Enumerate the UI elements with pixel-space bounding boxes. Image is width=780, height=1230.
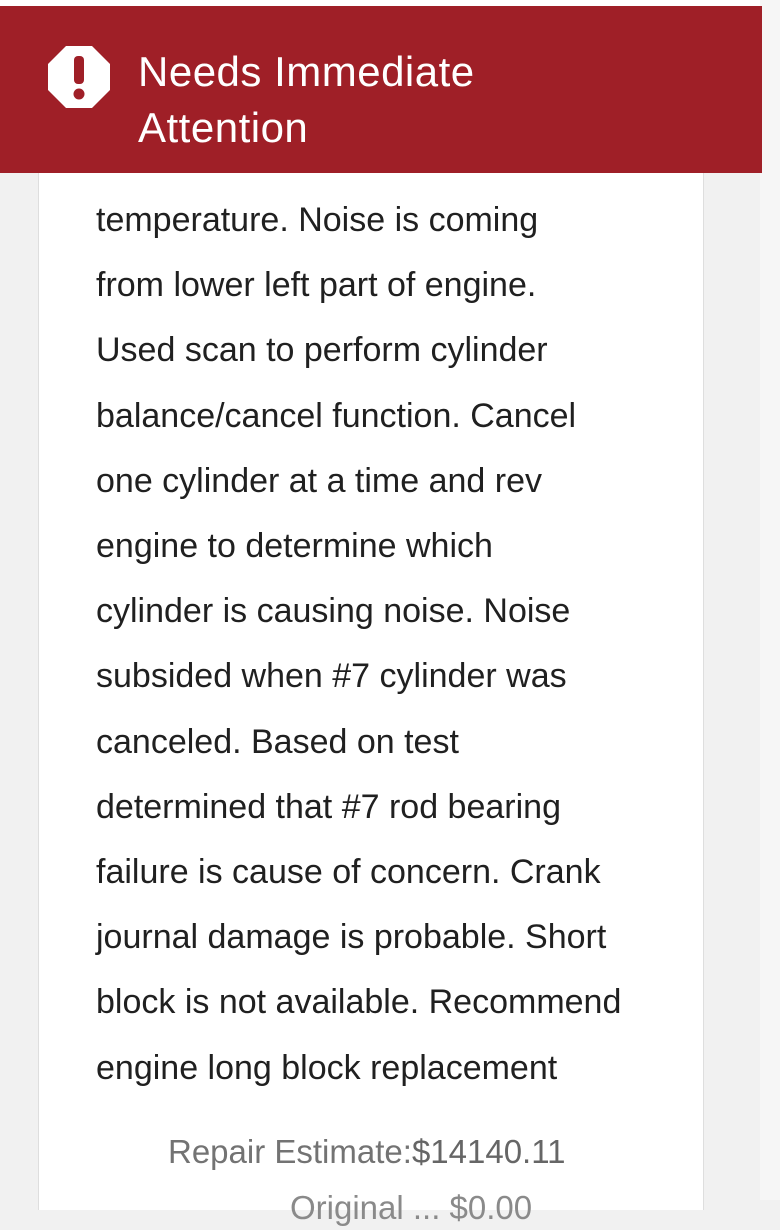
notes-line: block is not available. Recommend	[96, 983, 622, 1022]
exclamation-octagon-icon	[46, 44, 112, 110]
notes-line: temperature. Noise is coming	[96, 201, 539, 239]
notes-line: subsided when #7 cylinder was	[96, 657, 567, 696]
notes-line: engine long block replacement	[96, 1048, 558, 1087]
repair-estimate	[168, 1130, 565, 1174]
notes-line: failure is cause of concern. Crank	[96, 853, 601, 892]
alert-title-line2: Attention	[138, 104, 309, 151]
cut-off-line: Original ... $0.00	[290, 1189, 533, 1226]
notes-line: engine to determine which	[96, 527, 493, 566]
notes-line: determined that #7 rod bearing	[96, 787, 561, 826]
notes-line: cylinder is causing noise. Noise	[96, 592, 571, 631]
alert-banner	[0, 6, 762, 173]
notes-line: one cylinder at a time and rev	[96, 461, 543, 500]
notes-line: from lower left part of engine.	[96, 266, 537, 305]
repair-estimate-label: Repair Estimate:	[168, 1133, 412, 1170]
page-gutter	[760, 0, 780, 1200]
alert-title	[138, 44, 678, 156]
notes-line: canceled. Based on test	[96, 722, 459, 761]
alert-title-line1: Needs Immediate	[138, 48, 475, 95]
notes-line: Used scan to perform cylinder	[96, 331, 548, 370]
notes-line: balance/cancel function. Cancel	[96, 396, 577, 435]
notes-line: journal damage is probable. Short	[96, 918, 607, 957]
technician-notes	[96, 188, 696, 1101]
repair-estimate-amount: $14140.11	[411, 1133, 566, 1170]
